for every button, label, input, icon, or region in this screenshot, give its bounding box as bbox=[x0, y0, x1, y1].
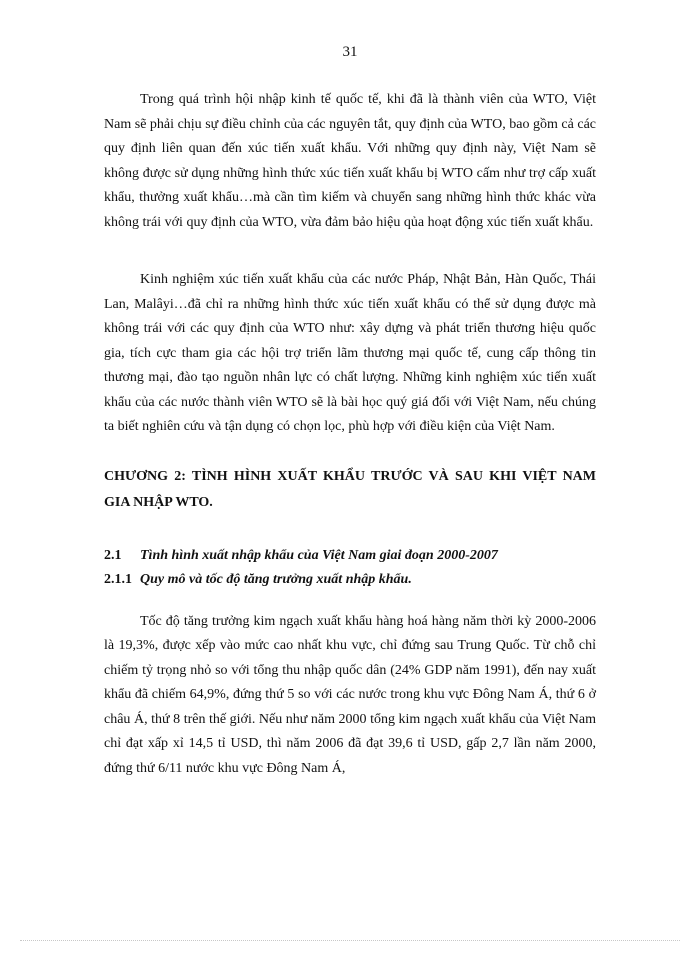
subsection-title: Quy mô và tốc độ tăng trưởng xuất nhập khẩu. bbox=[140, 571, 412, 587]
paragraph-wto-integration: Trong quá trình hội nhập kinh tế quốc tế, khi đã là thành viên của WTO, Việt Nam sẽ phải chịu sự điều chỉnh của các nguyên tắt, quy định của WTO, bao gồm cả các quy định liên quan đến xúc tiến xuất khẩu. Với những quy định này, Việt Nam sẽ không được sử dụng những hình thức xúc tiến xuất khẩu bị WTO cấm như trợ cấp xuất khẩu, thưởng xuất khẩu…mà cần tìm kiếm và chuyển sang những hình thức khác vừa không trái với quy định của WTO, vừa đảm bảo hiệu qủa hoạt động xúc tiến xuất khẩu. bbox=[104, 92, 596, 230]
subsection-number: 2.1.1 bbox=[104, 571, 132, 587]
paragraph-export-promotion-experience: Kinh nghiệm xúc tiến xuất khẩu của các nước Pháp, Nhật Bản, Hàn Quốc, Thái Lan, Malâyi…đã chỉ ra những hình thức xúc tiến xuất khẩu có thể sử dụng được mà không trái với các quy định của WTO như: xây dựng và phát triển thương hiệu quốc gia, tích cực tham gia các hội trợ triển lãm thương mại quốc tế, cung cấp thông tin thương mại, đào tạo nguồn nhân lực có chất lượng. Những kinh nghiệm xúc tiến xuất khẩu của các nước thành viên WTO sẽ là bài học quý giá đối với Việt Nam, nếu chúng ta biết nghiên cứu và tận dụng có chọn lọc, phù hợp với điều kiện của Việt Nam. bbox=[104, 272, 596, 434]
page-bottom-rule bbox=[20, 940, 680, 941]
chapter-title: CHƯƠNG 2: TÌNH HÌNH XUẤT KHẨU TRƯỚC VÀ SAU KHI VIỆT NAM GIA NHẬP WTO. bbox=[104, 468, 596, 510]
section-number: 2.1 bbox=[104, 547, 122, 563]
subsection-heading bbox=[104, 568, 596, 592]
section-heading bbox=[104, 544, 596, 568]
page-number: 31 bbox=[342, 44, 358, 60]
page-content bbox=[104, 88, 596, 781]
paragraph-export-growth: Tốc độ tăng trưởng kim ngạch xuất khẩu hàng hoá hàng năm thời kỳ 2000-2006 là 19,3%, được xếp vào mức cao nhất khu vực, chỉ đứng sau Trung Quốc. Từ chỗ chỉ chiếm tỷ trọng nhỏ so với tổng thu nhập quốc dân (24% GDP năm 1991), đến nay xuất khẩu đã chiếm 64,9%, đứng thứ 5 so với các nước trong khu vực Đông Nam Á, thứ 6 ở châu Á, thứ 8 trên thế giới. Nếu như năm 2000 tổng kim ngạch xuất khẩu của Việt Nam chỉ đạt xấp xỉ 14,5 tỉ USD, thì năm 2006 đã đạt 39,6 tỉ USD, gấp 2,7 lần năm 2000, đứng thứ 6/11 nước khu vực Đông Nam Á, bbox=[104, 613, 596, 776]
section-title: Tình hình xuất nhập khẩu của Việt Nam giai đoạn 2000-2007 bbox=[140, 547, 498, 563]
